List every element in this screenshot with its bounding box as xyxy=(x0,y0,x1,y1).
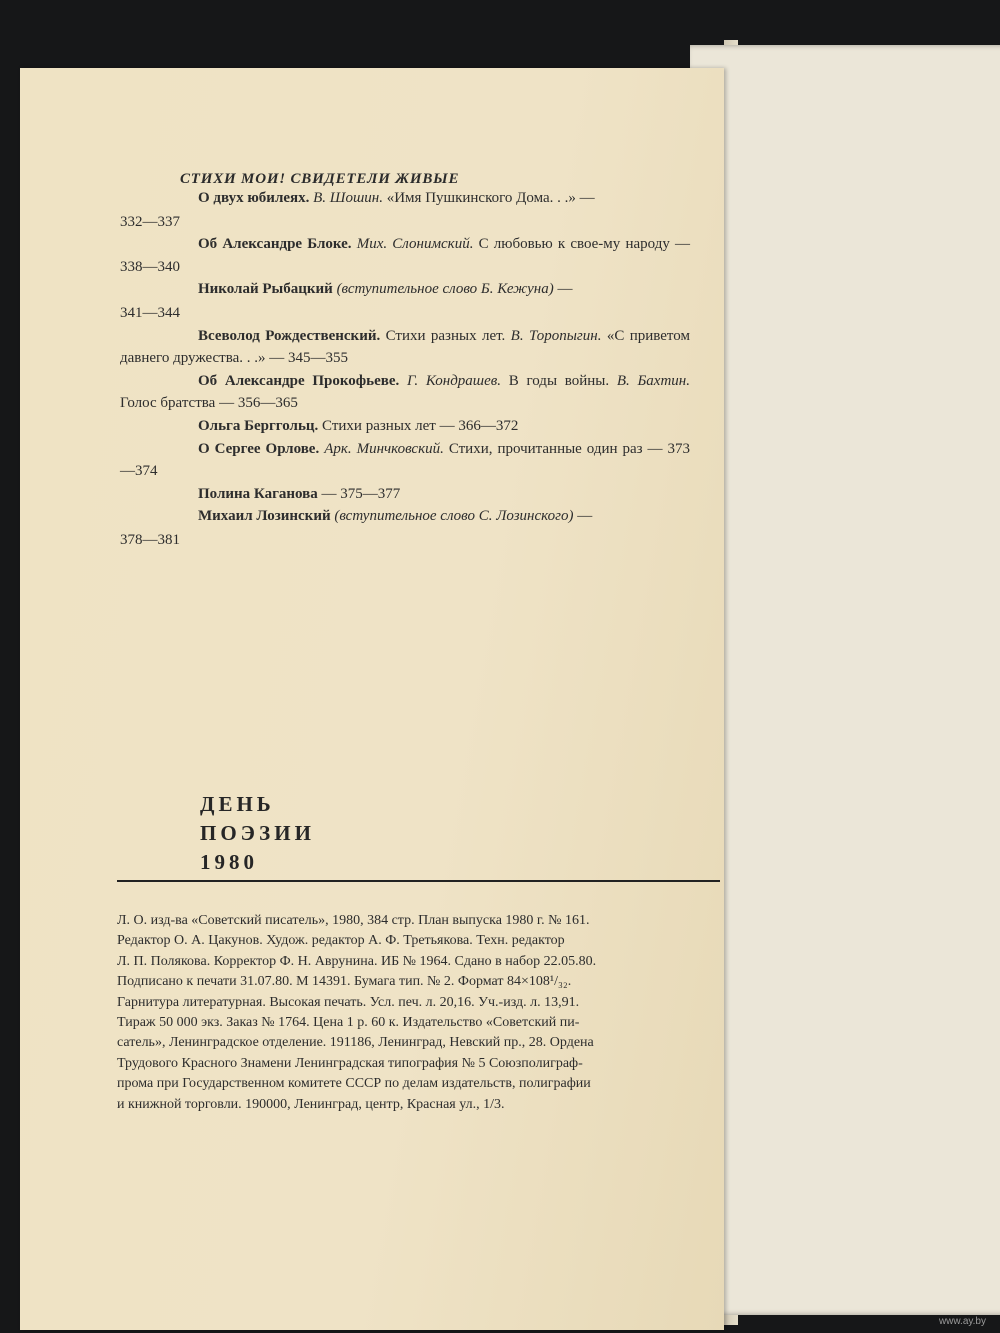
toc-entry xyxy=(120,370,690,415)
toc-text: — xyxy=(573,508,593,525)
toc-italic: В. Шошин. xyxy=(313,190,383,206)
toc-text: Стихи разных лет. xyxy=(380,327,511,344)
title-line-1: ДЕНЬ xyxy=(200,792,275,816)
toc-pages: 332—337 xyxy=(120,213,180,230)
colophon-line: Подписано к печати 31.07.80. М 14391. Бумага тип. № 2. Формат 84×108¹/₃₂. xyxy=(117,974,572,990)
toc-italic: Г. Кондрашев. xyxy=(407,372,502,389)
toc-text: — 375—377 xyxy=(317,485,401,502)
colophon-line: и книжной торговли. 190000, Ленинград, центр, Красная ул., 1/3. xyxy=(117,1096,505,1112)
colophon-line: сатель», Ленинградское отделение. 191186, Ленинград, Невский пр., 28. Ордена xyxy=(117,1035,594,1051)
toc-text: Стихи, прочитанные один раз — 373—374 xyxy=(120,440,690,480)
toc-text: — xyxy=(553,281,573,298)
toc-italic: (вступительное слово Б. Кежуна) xyxy=(336,281,554,298)
toc-pages: 341—344 xyxy=(120,304,180,321)
toc-entry xyxy=(120,233,690,278)
toc-author: Ольга Берггольц. xyxy=(198,417,319,434)
section-title: СТИХИ МОИ! СВИДЕТЕЛИ ЖИВЫЕ xyxy=(180,171,460,187)
toc-entry xyxy=(120,278,690,324)
toc-entry xyxy=(120,415,690,438)
toc-text: Стихи разных лет — 366—372 xyxy=(318,417,519,434)
toc-entry xyxy=(120,483,690,506)
title-line-2: ПОЭЗИИ xyxy=(200,821,315,845)
table-of-contents xyxy=(120,187,690,552)
colophon-line: прома при Государственном комитете СССР по делам издательств, полиграфии xyxy=(117,1076,591,1092)
toc-text: Голос братства — 356—365 xyxy=(120,395,298,412)
colophon-imprint xyxy=(117,911,735,1115)
toc-author: Михаил Лозинский xyxy=(198,508,331,525)
toc-entry xyxy=(120,438,690,483)
toc-author: О двух юбилеях. xyxy=(198,190,310,206)
colophon-line: Л. О. изд-ва «Советский писатель», 1980, 384 стр. План выпуска 1980 г. № 161. xyxy=(117,913,590,928)
right-blank-page xyxy=(690,45,1000,1315)
toc-text: «С приветом давнего дружества. . .» — 345—355 xyxy=(120,327,690,367)
toc-pages: 378—381 xyxy=(120,531,180,548)
toc-entry xyxy=(120,325,690,370)
divider-rule xyxy=(117,880,720,882)
toc-entry xyxy=(120,187,690,233)
toc-italic: (вступительное слово С. Лозинского) xyxy=(334,508,574,525)
book-title xyxy=(200,790,315,877)
toc-italic: Арк. Минчковский. xyxy=(324,440,444,457)
toc-italic: В. Бахтин. xyxy=(616,372,690,389)
colophon-line: Гарнитура литературная. Высокая печать. Усл. печ. л. 20,16. Уч.-изд. л. 13,91. xyxy=(117,994,580,1010)
toc-author: Всеволод Рождественский. xyxy=(198,327,381,344)
toc-text xyxy=(399,373,407,389)
toc-entry xyxy=(120,505,690,551)
toc-text: С любовью к свое-му народу — 338—340 xyxy=(120,236,690,275)
toc-text: В годы войны. xyxy=(501,372,617,389)
toc-italic: В. Торопыгин. xyxy=(510,327,602,344)
title-line-3: 1980 xyxy=(200,850,258,874)
toc-author: Об Александре Блоке. xyxy=(198,236,352,253)
toc-author: О Сергее Орлове. xyxy=(198,440,320,457)
toc-text: «Имя Пушкинского Дома. . .» — xyxy=(382,190,595,206)
toc-italic: Мих. Слонимский. xyxy=(356,236,474,253)
colophon-line: Тираж 50 000 экз. Заказ № 1764. Цена 1 р. 60 к. Издательство «Советский пи- xyxy=(117,1015,580,1031)
colophon-line: Л. П. Полякова. Корректор Ф. Н. Аврунина. ИБ № 1964. Сдано в набор 22.05.80. xyxy=(117,953,597,969)
toc-author: Николай Рыбацкий xyxy=(198,281,333,298)
watermark: www.ay.by xyxy=(938,1316,986,1327)
toc-author: Полина Каганова xyxy=(198,485,318,502)
colophon-line: Трудового Красного Знамени Ленинградская типография № 5 Союзполиграф- xyxy=(117,1055,583,1071)
colophon-line: Редактор О. А. Цакунов. Худож. редактор А. Ф. Третьякова. Техн. редактор xyxy=(117,933,565,949)
toc-author: Об Александре Прокофьеве. xyxy=(198,372,400,389)
